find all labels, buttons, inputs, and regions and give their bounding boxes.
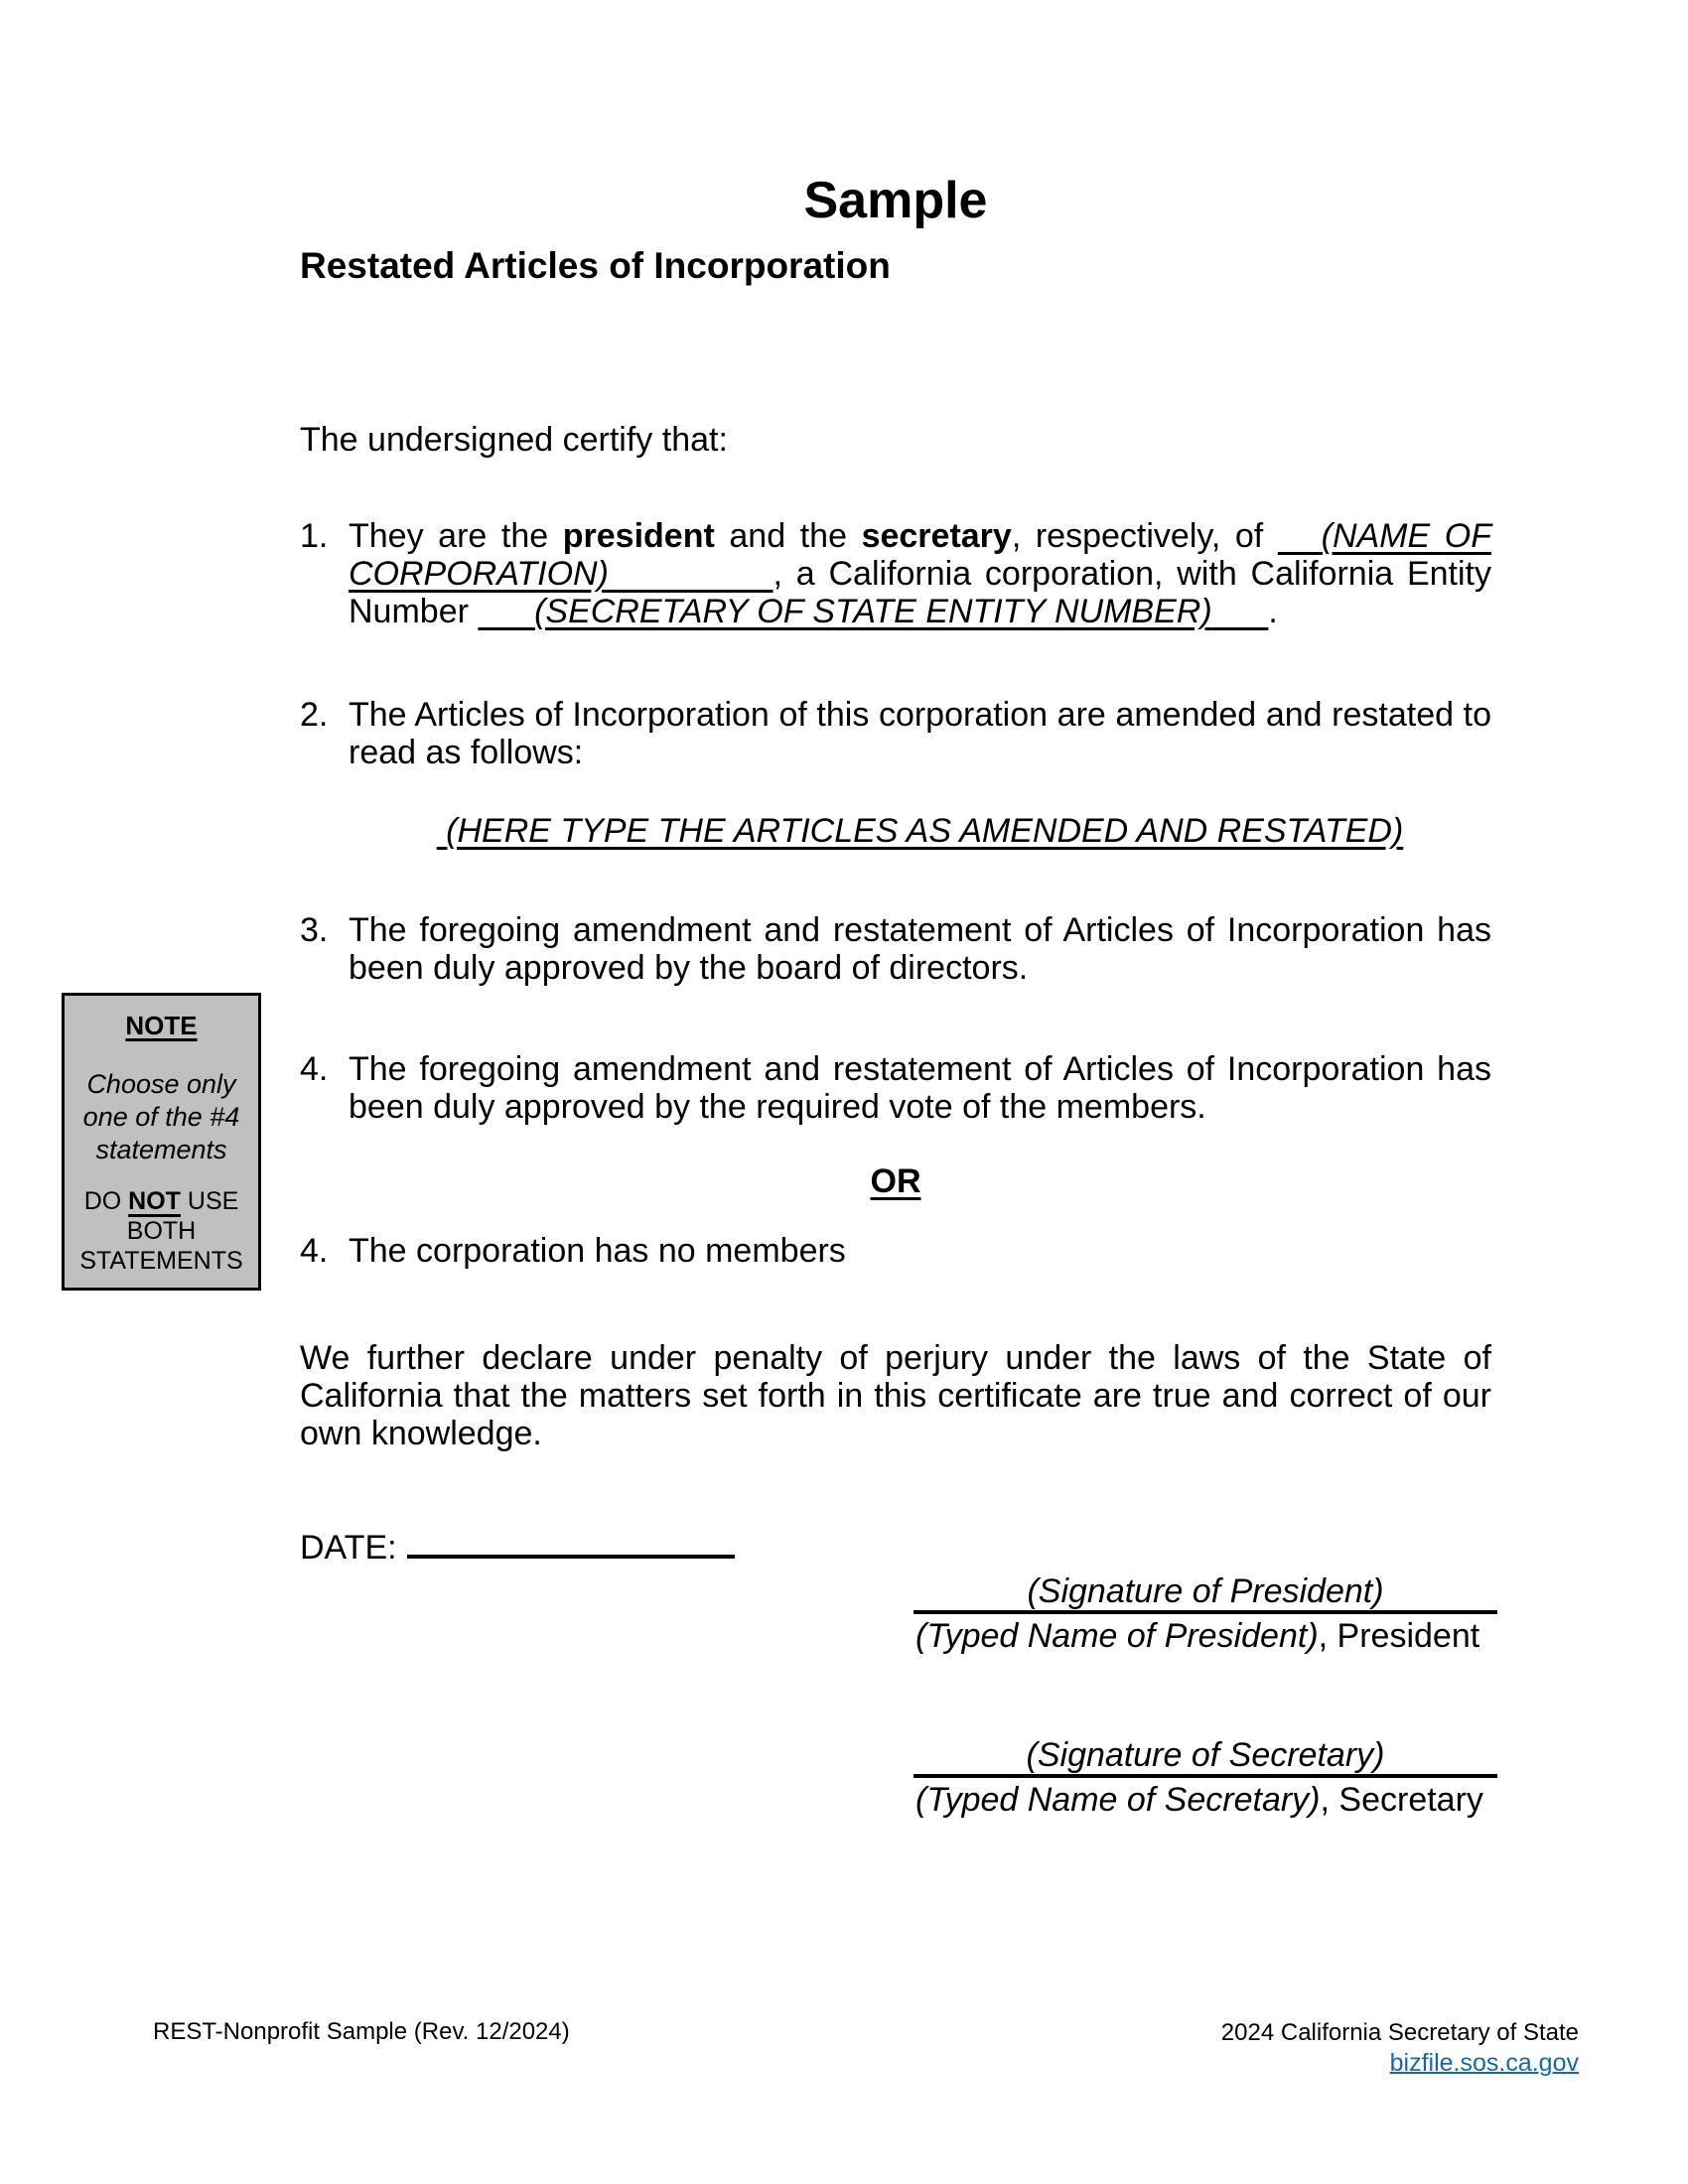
- list-item-1: [300, 517, 1491, 630]
- footer-form-id: REST-Nonprofit Sample (Rev. 12/2024): [153, 2018, 570, 2045]
- text-segment: USE: [180, 1187, 239, 1215]
- or-separator: OR: [870, 1162, 921, 1200]
- footer-copyright: 2024 California Secretary of State: [1220, 2019, 1579, 2046]
- secretary-typed-name-line: [914, 1781, 1497, 1819]
- secretary-signature-line: (Signature of Secretary): [914, 1730, 1497, 1778]
- text-line: read as follows:: [349, 734, 584, 771]
- footer-link-row: [993, 2048, 1579, 2079]
- text-segment: .: [1268, 593, 1278, 630]
- text-segment: NOT: [128, 1187, 181, 1215]
- text-line: We further declare under penalty of perjury under the laws of the State of: [300, 1339, 1491, 1377]
- list-item-body: [349, 517, 1491, 630]
- list-number: 4.: [300, 1232, 329, 1270]
- intro-line: The undersigned certify that:: [300, 421, 728, 459]
- text-segment: (NAME OF: [1321, 517, 1491, 555]
- date-row: [300, 1521, 1491, 1567]
- text-line: The corporation has no members: [349, 1232, 846, 1270]
- text-line: STATEMENTS: [79, 1247, 243, 1275]
- date-blank-line: [407, 1521, 735, 1559]
- list-item-body: [349, 1232, 1491, 1270]
- text-segment: , a California corporation, with California Entity: [773, 555, 1491, 593]
- text-segment: DO: [83, 1187, 129, 1215]
- text-segment: and the: [714, 517, 862, 555]
- text-line: Choose only: [86, 1069, 236, 1099]
- document-heading: Restated Articles of Incorporation: [300, 245, 891, 286]
- text-segment: [437, 812, 446, 850]
- sample-watermark-title: Sample: [803, 172, 988, 229]
- list-number: 4.: [300, 1050, 329, 1088]
- text-line: been duly approved by the board of directors.: [349, 949, 1029, 987]
- date-label: DATE:: [300, 1529, 397, 1567]
- typed-name-label: (Typed Name of Secretary): [915, 1781, 1321, 1819]
- text-segment: [1278, 517, 1322, 555]
- typed-name-label: (Typed Name of President): [915, 1617, 1319, 1655]
- title-suffix: , President: [1318, 1617, 1480, 1655]
- list-number: 3.: [300, 911, 329, 949]
- text-segment: CORPORATION): [349, 555, 609, 593]
- text-segment: (SECRETARY OF STATE ENTITY NUMBER): [534, 593, 1212, 630]
- list-item-body: [349, 1050, 1491, 1126]
- list-item-4-no-members: [300, 1232, 1491, 1270]
- text-segment: Number: [349, 593, 479, 630]
- note-box: [62, 993, 261, 1291]
- president-typed-name-line: [914, 1617, 1497, 1655]
- text-line: [349, 593, 1491, 630]
- text-segment: , respectively, of: [1011, 517, 1278, 555]
- perjury-declaration: [300, 1339, 1491, 1452]
- list-item-body: [349, 696, 1491, 771]
- text-segment: [478, 593, 534, 630]
- text-segment: secretary: [861, 517, 1012, 555]
- note-title: NOTE: [125, 1011, 198, 1040]
- text-line: The Articles of Incorporation of this corporation are amended and restated to: [349, 696, 1491, 734]
- text-line: [349, 555, 1491, 593]
- text-segment: [609, 555, 774, 593]
- text-line: own knowledge.: [300, 1415, 542, 1452]
- footer-right-block: [993, 2017, 1579, 2079]
- text-line: [349, 812, 1491, 850]
- list-item-body: [349, 911, 1491, 987]
- text-line: statements: [95, 1135, 227, 1164]
- list-item-4-members: [300, 1050, 1491, 1126]
- text-line: [349, 517, 1491, 555]
- title-suffix: , Secretary: [1320, 1781, 1483, 1819]
- here-type-placeholder-line: [300, 812, 1491, 850]
- list-number: 1.: [300, 517, 329, 555]
- list-item-2: [300, 696, 1491, 771]
- note-warning: [65, 1186, 258, 1276]
- text-line: [65, 1186, 258, 1216]
- text-line: The foregoing amendment and restatement of Articles of Incorporation has: [349, 911, 1491, 949]
- secretary-signature-block: [914, 1730, 1497, 1819]
- text-segment: president: [562, 517, 715, 555]
- text-segment: [1212, 593, 1269, 630]
- text-line: one of the #4: [82, 1102, 240, 1132]
- list-number: 2.: [300, 696, 329, 734]
- note-instruction: [65, 1068, 258, 1166]
- text-line: California that the matters set forth in this certificate are true and correct of our: [300, 1377, 1491, 1415]
- list-item-3: [300, 911, 1491, 987]
- text-line: been duly approved by the required vote of the members.: [349, 1088, 1206, 1126]
- text-line: The foregoing amendment and restatement of Articles of Incorporation has: [349, 1050, 1491, 1088]
- text-segment: (HERE TYPE THE ARTICLES AS AMENDED AND RESTATED): [446, 812, 1404, 850]
- note-title-row: [65, 996, 258, 1042]
- text-line: BOTH: [126, 1217, 197, 1245]
- president-signature-line: (Signature of President): [914, 1567, 1497, 1614]
- footer-link[interactable]: bizfile.sos.ca.gov: [1389, 2049, 1579, 2077]
- president-signature-block: [914, 1567, 1497, 1655]
- text-segment: They are the: [349, 517, 563, 555]
